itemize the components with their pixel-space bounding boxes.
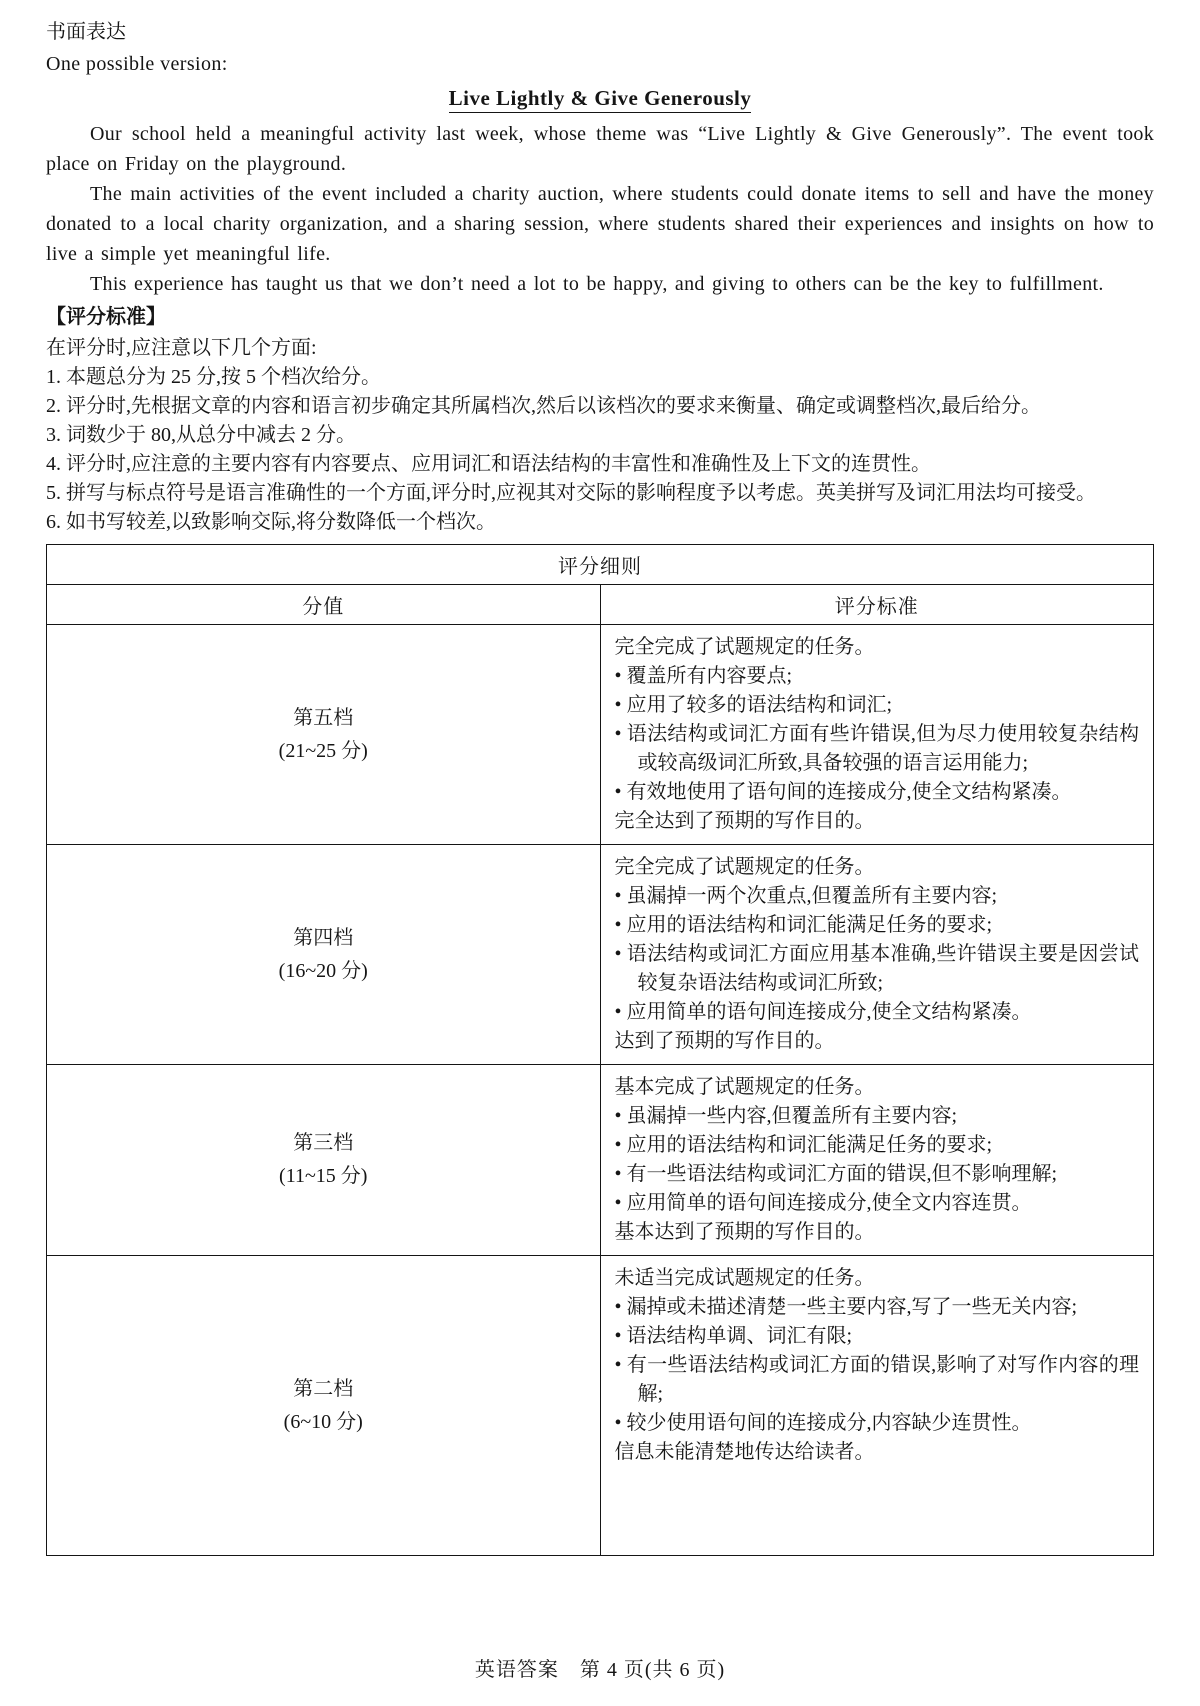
- list-item: • 较少使用语句间的连接成分,内容缺少连贯性。: [614, 1412, 1032, 1434]
- criteria-outro-line: 完全达到了预期的写作目的。: [614, 810, 875, 832]
- criteria-bullet-list: [615, 882, 1140, 1027]
- rubric-col-header-criteria: 评分标准: [600, 585, 1154, 625]
- version-label: One possible version:: [46, 53, 228, 75]
- rubric-table: [46, 544, 1154, 1556]
- grade-range: (11~15 分): [279, 1165, 368, 1187]
- list-item: 4. 评分时,应注意的主要内容有内容要点、应用词汇和语法结构的丰富性和准确性及上下文的连贯性。: [46, 453, 931, 475]
- grade-range: (16~20 分): [278, 959, 368, 982]
- grade-name: 第二档: [293, 1377, 354, 1400]
- criteria-outro-line: 达到了预期的写作目的。: [614, 1030, 835, 1052]
- criteria-list: [46, 363, 1154, 537]
- criteria-cell-4: [600, 845, 1154, 1065]
- essay-title-text: Live Lightly & Give Generously: [449, 86, 752, 113]
- list-item: • 覆盖所有内容要点;: [614, 665, 793, 687]
- rubric-title-row: [47, 545, 1154, 585]
- list-item: • 应用的语法结构和词汇能满足任务的要求;: [614, 914, 993, 936]
- criteria-heading: 【评分标准】: [46, 306, 166, 328]
- grade-range: (6~10 分): [283, 1410, 363, 1433]
- list-item: 1. 本题总分为 25 分,按 5 个档次给分。: [46, 366, 381, 388]
- criteria-intro-line: 基本完成了试题规定的任务。: [614, 1076, 875, 1098]
- list-item: • 虽漏掉一些内容,但覆盖所有主要内容;: [614, 1105, 958, 1127]
- grade-cell-4: [47, 845, 601, 1065]
- criteria-outro-line: 基本达到了预期的写作目的。: [614, 1221, 875, 1243]
- list-item: • 语法结构单调、词汇有限;: [614, 1325, 853, 1347]
- criteria-intro-line: 未适当完成试题规定的任务。: [614, 1267, 875, 1289]
- criteria-intro-line: 完全完成了试题规定的任务。: [614, 636, 875, 658]
- list-item: • 应用了较多的语法结构和词汇;: [614, 694, 893, 716]
- grade-cell-5: [47, 625, 601, 845]
- grade-cell-2: [47, 1256, 601, 1556]
- list-item: • 语法结构或词汇方面有些许错误,但为尽力使用较复杂结构或较高级词汇所致,具备较强的语言运用能力;: [614, 723, 1139, 774]
- rubric-col-header-score: 分值: [47, 585, 601, 625]
- list-item: • 有效地使用了语句间的连接成分,使全文结构紧凑。: [614, 781, 1072, 803]
- page-footer: 英语答案 第 4 页(共 6 页): [474, 1659, 726, 1681]
- section-title: 书面表达: [46, 21, 126, 43]
- grade-name: 第三档: [293, 1132, 354, 1154]
- essay-title: [46, 83, 1154, 113]
- rubric-row-grade4: [47, 845, 1154, 1065]
- criteria-cell-3: [600, 1065, 1154, 1256]
- list-item: • 虽漏掉一两个次重点,但覆盖所有主要内容;: [614, 885, 998, 907]
- criteria-intro-line: 完全完成了试题规定的任务。: [614, 856, 875, 878]
- rubric-title: 评分细则: [47, 545, 1154, 585]
- rubric-header-row: [47, 585, 1154, 625]
- criteria-bullet-list: [615, 1102, 1140, 1218]
- rubric-row-grade5: [47, 625, 1154, 845]
- list-item: • 应用简单的语句间连接成分,使全文内容连贯。: [614, 1192, 1032, 1214]
- criteria-bullet-list: [615, 1293, 1140, 1438]
- list-item: 5. 拼写与标点符号是语言准确性的一个方面,评分时,应视其对交际的影响程度予以考虑。英美拼写及词汇用法均可接受。: [46, 482, 1096, 504]
- list-item: • 语法结构或词汇方面应用基本准确,些许错误主要是因尝试较复杂语法结构或词汇所致;: [614, 943, 1139, 994]
- list-item: • 漏掉或未描述清楚一些主要内容,写了一些无关内容;: [614, 1296, 1078, 1318]
- essay-paragraph-2: The main activities of the event included a charity auction, where students could donate items to sell and have the money donated to a local charity organization, and a sharing session, where students shared their experiences and insights on how to live a simple yet meaningful life.: [46, 183, 1154, 265]
- criteria-cell-5: [600, 625, 1154, 845]
- criteria-cell-2: [600, 1256, 1154, 1556]
- criteria-bullet-list: [615, 662, 1140, 807]
- essay-paragraph-3: This experience has taught us that we don’t need a lot to be happy, and giving to others can be the key to fulfillment.: [90, 273, 1104, 295]
- grade-name: 第四档: [293, 926, 354, 949]
- grade-name: 第五档: [293, 706, 354, 729]
- grade-cell-3: [47, 1065, 601, 1256]
- list-item: 6. 如书写较差,以致影响交际,将分数降低一个档次。: [46, 511, 496, 533]
- rubric-row-grade2: [47, 1256, 1154, 1556]
- list-item: • 有一些语法结构或词汇方面的错误,但不影响理解;: [614, 1163, 1058, 1185]
- rubric-row-grade3: [47, 1065, 1154, 1256]
- grade-range: (21~25 分): [278, 739, 368, 762]
- criteria-outro-line: 信息未能清楚地传达给读者。: [614, 1441, 875, 1463]
- list-item: • 应用简单的语句间连接成分,使全文结构紧凑。: [614, 1001, 1032, 1023]
- list-item: • 有一些语法结构或词汇方面的错误,影响了对写作内容的理解;: [614, 1354, 1139, 1405]
- list-item: • 应用的语法结构和词汇能满足任务的要求;: [614, 1134, 993, 1156]
- list-item: 3. 词数少于 80,从总分中减去 2 分。: [46, 424, 356, 446]
- list-item: 2. 评分时,先根据文章的内容和语言初步确定其所属档次,然后以该档次的要求来衡量、确定或调整档次,最后给分。: [46, 395, 1041, 417]
- criteria-intro: 在评分时,应注意以下几个方面:: [46, 337, 317, 359]
- essay-paragraph-1: Our school held a meaningful activity last week, whose theme was “Live Lightly & Give Generously”. The event took place on Friday on the playground.: [46, 123, 1154, 175]
